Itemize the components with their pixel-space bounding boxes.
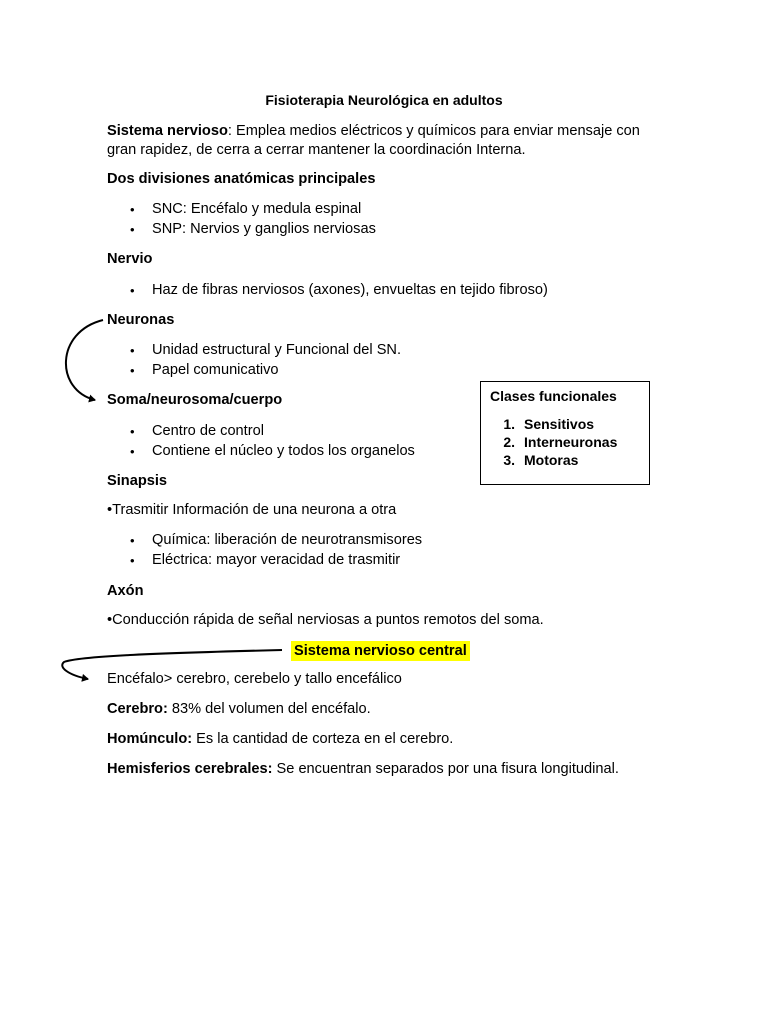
hemisferios-text: Se encuentran separados por una fisura longitudinal. [272, 761, 619, 777]
cerebro-text: 83% del volumen del encéfalo. [167, 701, 371, 717]
list-item: • Contiene el núcleo y todos los organelos [107, 442, 415, 462]
list-item: • Haz de fibras nerviosos (axones), envueltas en tejido fibroso) [107, 281, 548, 301]
divisiones-heading: Dos divisiones anatómicas principales [107, 171, 376, 187]
homunculo-text: Es la cantidad de corteza en el cerebro. [192, 731, 454, 747]
axon-text: •Conducción rápida de señal nerviosas a puntos remotos del soma. [107, 612, 544, 628]
list-item: • Eléctrica: mayor veracidad de trasmitir [107, 551, 422, 571]
list-number: 1. [503, 416, 515, 432]
page-title: Fisioterapia Neurológica en adultos [265, 92, 503, 108]
list-item: • Centro de control [107, 422, 415, 442]
axon-heading: Axón [107, 583, 144, 599]
list-item: • SNP: Nervios y ganglios nerviosas [107, 220, 376, 240]
list-item: • SNC: Encéfalo y medula espinal [107, 200, 376, 220]
snc-to-encefalo-arrow [62, 650, 282, 679]
homunculo-term: Homúnculo: [107, 731, 193, 747]
cerebro-term: Cerebro: [107, 701, 168, 717]
hemisferios-term: Hemisferios cerebrales: [107, 761, 273, 777]
sinapsis-intro: •Trasmitir Información de una neurona a otra [107, 502, 397, 518]
list-item: • Papel comunicativo [107, 361, 401, 381]
list-item-label: Interneuronas [524, 434, 618, 450]
list-item-label: Sensitivos [524, 416, 595, 432]
list-item: • Unidad estructural y Funcional del SN. [107, 341, 401, 361]
encefalo-text: Encéfalo> cerebro, cerebelo y tallo encefálico [107, 671, 402, 687]
nervio-heading: Nervio [107, 251, 153, 267]
sinapsis-heading: Sinapsis [107, 473, 168, 489]
clases-funcionales-title: Clases funcionales [490, 388, 617, 404]
neuronas-to-soma-arrow [66, 320, 103, 400]
list-number: 3. [503, 452, 515, 468]
list-item-label: Motoras [524, 452, 579, 468]
list-number: 2. [503, 434, 515, 450]
neuronas-heading: Neuronas [107, 312, 175, 328]
soma-heading: Soma/neurosoma/cuerpo [107, 392, 283, 408]
snc-heading-highlight: Sistema nervioso central [291, 641, 470, 661]
sistema-nervioso-text-line2: gran rapidez, de cerra a cerrar mantener la coordinación Interna. [107, 142, 526, 158]
list-item: • Química: liberación de neurotransmisores [107, 531, 422, 551]
sistema-nervioso-term: Sistema nervioso [107, 123, 228, 139]
sistema-nervioso-text: : Emplea medios eléctricos y químicos para enviar mensaje con [227, 123, 640, 139]
